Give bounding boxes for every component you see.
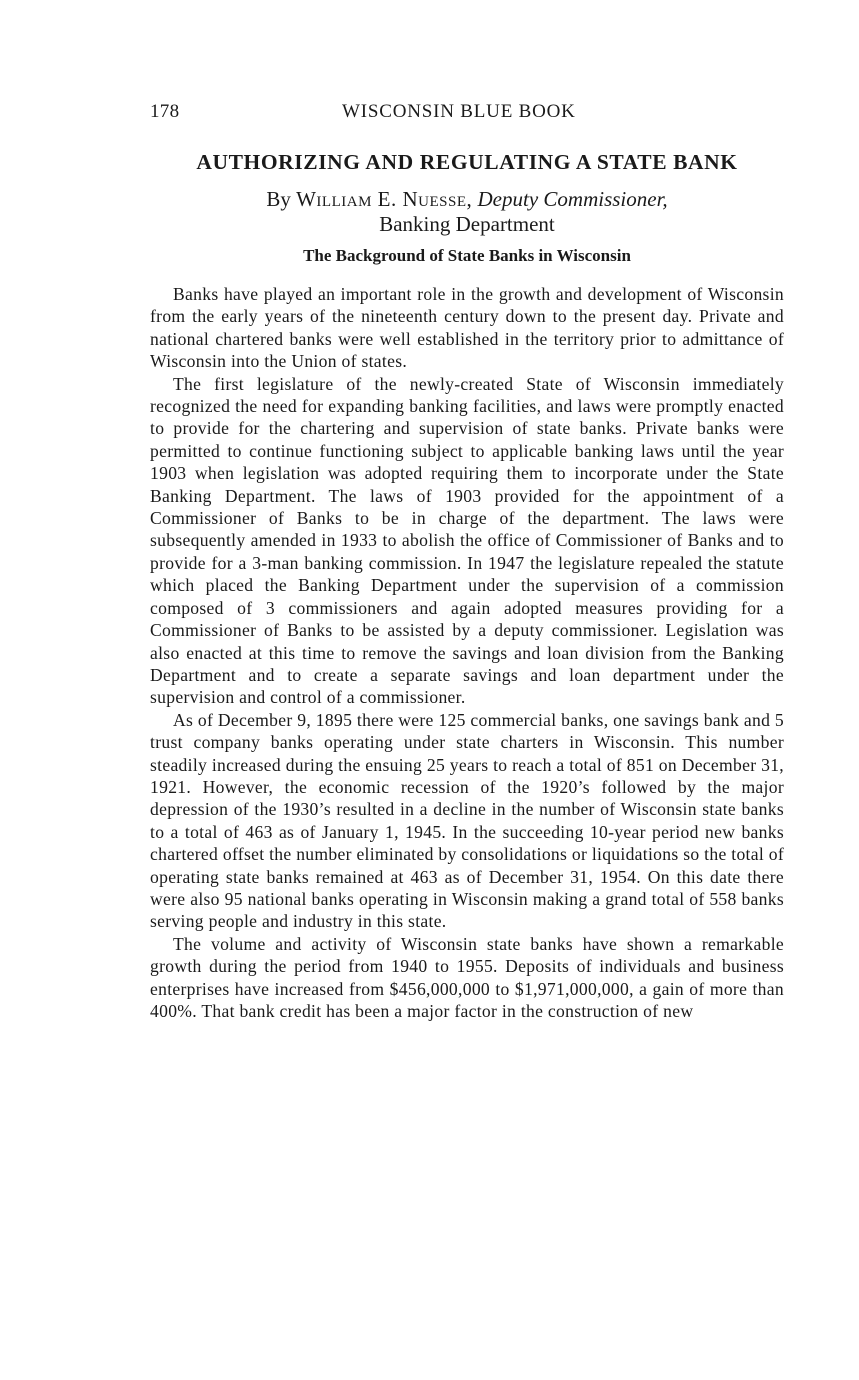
- author-department: Banking Department: [379, 212, 555, 236]
- author-name: William E. Nuesse,: [296, 187, 473, 211]
- page-number: 178: [150, 101, 180, 122]
- article-title: AUTHORIZING AND REGULATING A STATE BANK: [196, 150, 738, 174]
- paragraph: The volume and activity of Wisconsin state banks have shown a remarkable growth during the period from 1940 to 1955. Deposits of individuals and business enterprises have increased from $456,000,000 to $1,971,000,000, a gain of more than 400%. That bank credit has been a major factor in the construction of new: [150, 933, 784, 1021]
- paragraph: As of December 9, 1895 there were 125 commercial banks, one savings bank and 5 trust company banks operating under state charters in Wisconsin. This number steadily increased during the ensuing 25 years to reach a total of 851 on December 31, 1921. However, the economic recession of the 1920’s followed by the major depression of the 1930’s resulted in a decline in the number of Wisconsin state banks to a total of 463 as of January 1, 1945. In the succeeding 10-year period new banks chartered offset the number eliminated by consolidations or liquidations so the total of operating state banks remained at 463 as of December 31, 1954. On this date there were also 95 national banks operating in Wisconsin making a grand total of 558 banks serving people and industry in this state.: [150, 709, 784, 932]
- running-title: WISCONSIN BLUE BOOK: [342, 101, 576, 122]
- running-header: [150, 101, 784, 127]
- section-heading: The Background of State Banks in Wisconsin: [303, 246, 631, 265]
- byline-prefix: By: [266, 187, 291, 211]
- paragraph: Banks have played an important role in the growth and development of Wisconsin from the early years of the nineteenth century down to the present day. Private and national chartered banks were well established in the territory prior to admittance of Wisconsin into the Union of states.: [150, 284, 784, 372]
- author-role: Deputy Commissioner,: [477, 187, 668, 211]
- article-body: [150, 283, 784, 1022]
- paragraph: The first legislature of the newly-created State of Wisconsin immediately recognized the need for expanding banking facilities, and laws were promptly enacted to provide for the chartering and supervision of state banks. Private banks were permitted to continue functioning subject to applicable banking laws until the year 1903 when legislation was adopted requiring them to incorporate under the State Banking Department. The laws of 1903 provided for the appointment of a Commissioner of Banks to be in charge of the department. The laws were subsequently amended in 1933 to abolish the office of Commissioner of Banks and to provide for a 3-man banking commission. In 1947 the legislature repealed the statute which placed the Banking Department under the supervision of a commission composed of 3 commissioners and again adopted measures providing for a Commissioner of Banks to be assisted by a deputy commissioner. Legislation was also enacted at this time to remove the savings and loan division from the Banking Department and to create a separate savings and loan department under the supervision and control of a commissioner.: [150, 373, 784, 708]
- byline: [150, 187, 784, 237]
- byline-line-1: [150, 187, 784, 212]
